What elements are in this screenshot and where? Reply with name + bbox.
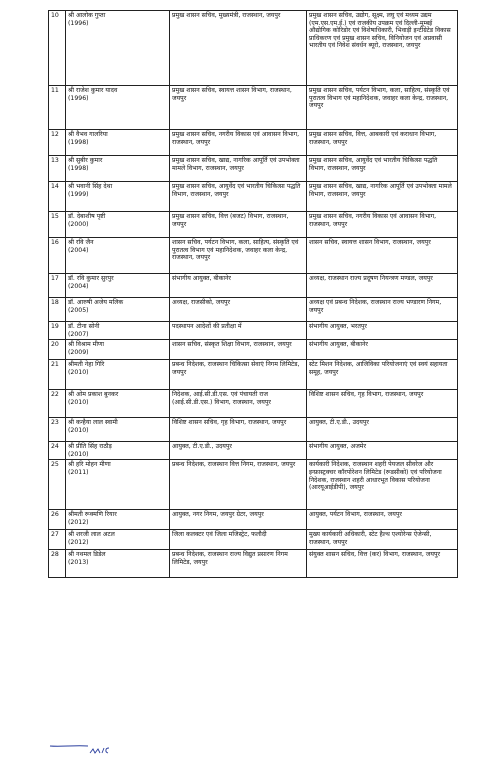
- batch-year: (2009): [68, 348, 89, 356]
- current-posting-cell: प्रमुख शासन सचिव, नगरीय विकास एवं आवासन विभाग, राजस्थान, जयपुर: [170, 130, 307, 156]
- officer-name: श्री वैभव गालरिया: [68, 131, 108, 138]
- new-posting-cell: प्रमुख शासन सचिव, उद्योग, सूक्ष्म, लघु एवं मध्यम उद्यम (एम.एस.एम.ई.) एवं राजकीय उपक्रम एवं दिल्ली-मुम्बई औद्योगिक कोरिडोर एवं विशेषाधिकारी, भिवाड़ी इन्टीग्रेटेड विकास प्राधिकरण एवं प्रमुख शासन सचिव, विनियोजन एवं अप्रवासी भारतीय एवं निवेश संवर्धन ब्यूरो, राजस्थान, जयपुर: [307, 11, 458, 86]
- table-row: [49, 212, 458, 238]
- new-posting-cell: संभागीय आयुक्त, बीकानेर: [307, 340, 458, 360]
- officer-name: श्री भवानी सिंह देथा: [68, 183, 113, 190]
- officer-cell: [66, 86, 170, 130]
- officer-cell: [66, 182, 170, 212]
- current-posting-cell: प्रमुख शासन सचिव, वित्त (बजट) विभाग, राजस्थान, जयपुर: [170, 212, 307, 238]
- officer-name: डॉ. रवि कुमार सुरपुर: [68, 275, 114, 282]
- signature-mark: [48, 738, 128, 762]
- serial-number-cell: 17: [49, 274, 66, 298]
- table-row: [49, 442, 458, 460]
- batch-year: (2005): [68, 306, 89, 314]
- table-row: [49, 530, 458, 550]
- new-posting-cell: संभागीय आयुक्त, भरतपुर: [307, 322, 458, 340]
- table-row: [49, 360, 458, 390]
- serial-number-cell: 18: [49, 298, 66, 322]
- batch-year: (1996): [68, 19, 89, 27]
- officer-cell: [66, 274, 170, 298]
- serial-number-cell: 24: [49, 442, 66, 460]
- officer-name: श्री कन्हैया लाल स्वामी: [68, 419, 118, 427]
- table-row: [49, 510, 458, 530]
- batch-year: (2010): [68, 368, 89, 376]
- new-posting-cell: आयुक्त, टी.ए.डी., उदयपुर: [307, 418, 458, 442]
- new-posting-cell: संयुक्त शासन सचिव, वित्त (कर) विभाग, राजस्थान, जयपुर: [307, 550, 458, 578]
- officer-cell: [66, 460, 170, 510]
- current-posting-cell: प्रबन्ध निदेशक, राजस्थान वित्त निगम, राजस्थान, जयपुर: [170, 460, 307, 510]
- table-row: [49, 418, 458, 442]
- officer-cell: [66, 510, 170, 530]
- table-row: [49, 238, 458, 274]
- officer-cell: [66, 390, 170, 418]
- batch-year: (1998): [68, 138, 89, 146]
- officer-name: डॉ. देबाशीष पृष्टी: [68, 213, 106, 220]
- batch-year: (2007): [68, 330, 89, 338]
- serial-number-cell: 16: [49, 238, 66, 274]
- officer-cell: [66, 11, 170, 86]
- new-posting-cell: प्रमुख शासन सचिव, पर्यटन विभाग, कला, साहित्य, संस्कृति एवं पुरातत्व विभाग एवं महानिदेशक, जवाहर कला केन्द्र, राजस्थान, जयपुर: [307, 86, 458, 130]
- officer-name: श्री रवि जैन: [68, 239, 94, 246]
- batch-year: (2000): [68, 220, 89, 228]
- officer-cell: [66, 550, 170, 578]
- officer-name: श्री सुबीर कुमार: [68, 157, 103, 164]
- officer-cell: [66, 360, 170, 390]
- batch-year: (2013): [68, 558, 89, 566]
- officer-name: श्री ओम प्रकाश बुनकर: [68, 391, 119, 399]
- current-posting-cell: निदेशक, आई.सी.डी.एस. एवं पंचायती राज (आई.सी.डी.एस.) विभाग, राजस्थान, जयपुर: [170, 390, 307, 418]
- table-row: [49, 182, 458, 212]
- officer-name: श्री राजेश कुमार यादव: [68, 87, 118, 94]
- serial-number-cell: 11: [49, 86, 66, 130]
- new-posting-cell: स्टेट मिशन निदेशक, आजिविका परियोजनाएं एवं स्वयं सहायता समूह, जयपुर: [307, 360, 458, 390]
- current-posting-cell: शासन सचिव, संस्कृत शिक्षा विभाग, राजस्थान, जयपुर: [170, 340, 307, 360]
- officer-cell: [66, 156, 170, 182]
- officer-cell: [66, 418, 170, 442]
- serial-number-cell: 14: [49, 182, 66, 212]
- new-posting-cell: प्रमुख शासन सचिव, आयुर्वेद एवं भारतीय चिकित्सा पद्धति विभाग, राजस्थान, जयपुर: [307, 156, 458, 182]
- officer-name: श्रीमती नेहा गिरि: [68, 361, 105, 369]
- serial-number-cell: 19: [49, 322, 66, 340]
- officer-cell: [66, 238, 170, 274]
- officer-cell: [66, 442, 170, 460]
- table-row: [49, 11, 458, 86]
- current-posting-cell: विशिष्ट शासन सचिव, गृह विभाग, राजस्थान, जयपुर: [170, 418, 307, 442]
- new-posting-cell: संभागीय आयुक्त, अजमेर: [307, 442, 458, 460]
- current-posting-cell: प्रमुख शासन सचिव, खाद्य, नागरिक आपूर्ति एवं उपभोक्ता मामले विभाग, राजस्थान, जयपुर: [170, 156, 307, 182]
- officer-name: श्री शरजी लाल अटल: [68, 531, 115, 539]
- new-posting-cell: प्रमुख शासन सचिव, खाद्य, नागरिक आपूर्ति एवं उपभोक्ता मामले विभाग, राजस्थान, जयपुर: [307, 182, 458, 212]
- table-row: [49, 460, 458, 510]
- batch-year: (2004): [68, 246, 89, 254]
- serial-number-cell: 20: [49, 340, 66, 360]
- current-posting-cell: संभागीय आयुक्त, बीकानेर: [170, 274, 307, 298]
- current-posting-cell: पदस्थापन आदेशों की प्रतीक्षा में: [170, 322, 307, 340]
- current-posting-cell: आयुक्त, टी.ए.डी., उदयपुर: [170, 442, 307, 460]
- current-posting-cell: जिला कलक्टर एवं जिला मजिस्ट्रेट, फलौदी: [170, 530, 307, 550]
- table-row: [49, 156, 458, 182]
- serial-number-cell: 10: [49, 11, 66, 86]
- transfer-table: [48, 10, 458, 578]
- officer-name: श्री आलोक गुप्ता: [68, 12, 106, 19]
- batch-year: (2012): [68, 538, 89, 546]
- new-posting-cell: कार्यकारी निदेशक, राजस्थान शहरी पेयजल सीवरेज और इन्फ्रास्ट्रक्चर कॉरपोरेशन लिमिटेड (रूडसीको) एवं परियोजना निदेशक, राजस्थान शहरी आधारभूत विकास परियोजना (आरयूआईडीपी), जयपुर: [307, 460, 458, 510]
- new-posting-cell: मुख्य कार्यकारी अधिकारी, स्टेट हैल्थ एश्योरेन्स ऐजेन्सी, राजस्थान, जयपुर: [307, 530, 458, 550]
- table-row: [49, 550, 458, 578]
- officer-name: श्रीमती रूक्मणि रियार: [68, 511, 117, 519]
- batch-year: (2010): [68, 450, 89, 458]
- serial-number-cell: 12: [49, 130, 66, 156]
- current-posting-cell: शासन सचिव, पर्यटन विभाग, कला, साहित्य, संस्कृति एवं पुरातत्व विभाग एवं महानिदेशक, जवाहर कला केन्द्र, राजस्थान, जयपुर: [170, 238, 307, 274]
- current-posting-cell: अध्यक्ष, राजसीको, जयपुर: [170, 298, 307, 322]
- serial-number-cell: 15: [49, 212, 66, 238]
- current-posting-cell: प्रमुख शासन सचिव, मुख्यमंत्री, राजस्थान, जयपुर: [170, 11, 307, 86]
- officer-cell: [66, 130, 170, 156]
- current-posting-cell: प्रमुख शासन सचिव, स्वायत्त शासन विभाग, राजस्थान, जयपुर: [170, 86, 307, 130]
- serial-number-cell: 25: [49, 460, 66, 510]
- officer-cell: [66, 340, 170, 360]
- serial-number-cell: 21: [49, 360, 66, 390]
- transfer-table-body: [49, 11, 458, 578]
- officer-name: डॉ. टीना सोनी: [68, 323, 100, 330]
- new-posting-cell: शासन सचिव, स्वायत्त शासन विभाग, राजस्थान, जयपुर: [307, 238, 458, 274]
- serial-number-cell: 13: [49, 156, 66, 182]
- batch-year: (2004): [68, 282, 89, 290]
- table-row: [49, 86, 458, 130]
- new-posting-cell: प्रमुख शासन सचिव, नगरीय विकास एवं आवासन विभाग, राजस्थान, जयपुर: [307, 212, 458, 238]
- table-row: [49, 322, 458, 340]
- serial-number-cell: 27: [49, 530, 66, 550]
- serial-number-cell: 26: [49, 510, 66, 530]
- officer-name: श्री हरि मोहन मीणा: [68, 461, 111, 469]
- batch-year: (2012): [68, 518, 89, 526]
- officer-name: श्री प्रीति सिंह राठौड़: [68, 443, 112, 451]
- current-posting-cell: आयुक्त, नगर निगम, जयपुर ग्रेटर, जयपुर: [170, 510, 307, 530]
- serial-number-cell: 28: [49, 550, 66, 578]
- officer-name: श्री विश्राम मीणा: [68, 341, 105, 349]
- table-row: [49, 298, 458, 322]
- batch-year: (2011): [68, 468, 89, 476]
- serial-number-cell: 22: [49, 390, 66, 418]
- serial-number-cell: 23: [49, 418, 66, 442]
- current-posting-cell: प्रबन्ध निदेशक, राजस्थान चिकित्सा सेवाएं निगम लिमिटेड, जयपुर: [170, 360, 307, 390]
- table-row: [49, 390, 458, 418]
- new-posting-cell: आयुक्त, पर्यटन विभाग, राजस्थान, जयपुर: [307, 510, 458, 530]
- current-posting-cell: प्रबन्ध निदेशक, राजस्थान राज्य विद्युत प्रसारण निगम लिमिटेड, जयपुर: [170, 550, 307, 578]
- batch-year: (2010): [68, 426, 89, 434]
- batch-year: (1996): [68, 94, 89, 102]
- batch-year: (2010): [68, 398, 89, 406]
- new-posting-cell: प्रमुख शासन सचिव, वित्त, आबकारी एवं कराधान विभाग, राजस्थान, जयपुर: [307, 130, 458, 156]
- batch-year: (1998): [68, 164, 89, 172]
- batch-year: (1999): [68, 190, 89, 198]
- officer-name: श्री नथमल डिडेल: [68, 551, 106, 559]
- officer-cell: [66, 322, 170, 340]
- table-row: [49, 130, 458, 156]
- officer-cell: [66, 530, 170, 550]
- officer-cell: [66, 212, 170, 238]
- table-row: [49, 340, 458, 360]
- officer-cell: [66, 298, 170, 322]
- new-posting-cell: अध्यक्ष एवं प्रबन्ध निदेशक, राजस्थान राज्य भण्डारण निगम, जयपुर: [307, 298, 458, 322]
- new-posting-cell: विशिष्ट शासन सचिव, गृह विभाग, राजस्थान, जयपुर: [307, 390, 458, 418]
- current-posting-cell: प्रमुख शासन सचिव, आयुर्वेद एवं भारतीय चिकित्सा पद्धति विभाग, राजस्थान, जयपुर: [170, 182, 307, 212]
- table-row: [49, 274, 458, 298]
- officer-name: डॉ. आरुषी अजेय मलिक: [68, 299, 124, 306]
- new-posting-cell: अध्यक्ष, राजस्थान राज्य प्रदूषण नियन्त्रण मण्डल, जयपुर: [307, 274, 458, 298]
